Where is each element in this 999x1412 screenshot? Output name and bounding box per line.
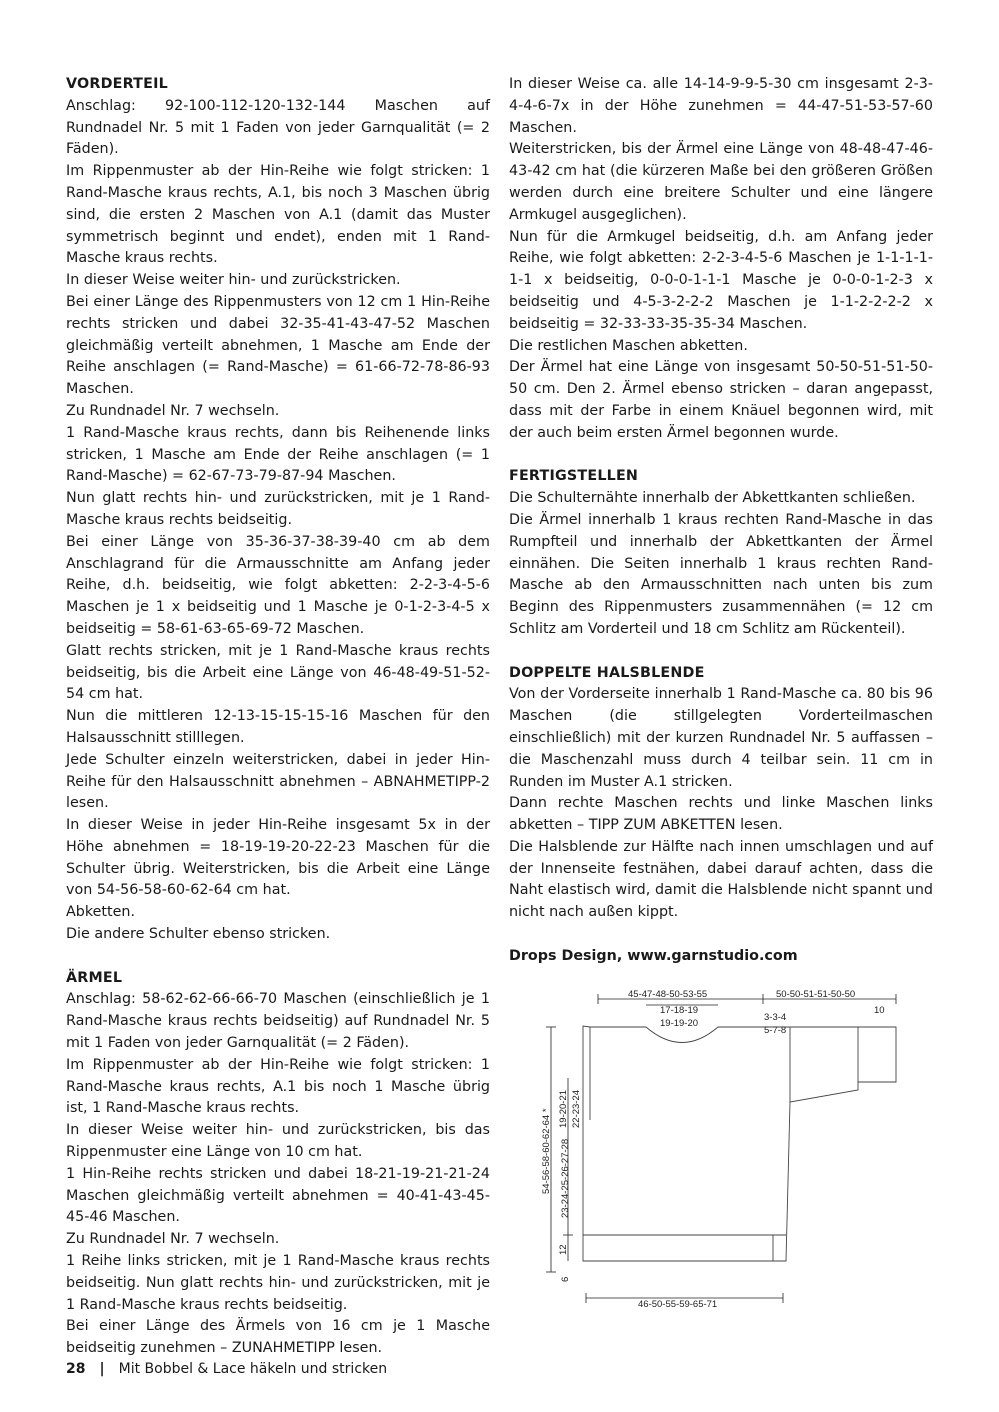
- paragraph: Die Halsblende zur Hälfte nach innen umschlagen und auf der Innenseite festnähen, dabei darauf achten, dass die Naht elastisch wird, damit die Halsblende nicht spannt und nicht nach außen kippt.: [509, 838, 933, 921]
- label-cap-b: 5-7-8: [764, 1025, 787, 1036]
- section-heading-fertigstellen: FERTIGSTELLEN: [509, 468, 639, 485]
- paragraph: Bei einer Länge des Ärmels von 16 cm je 1 Masche beidseitig zunehmen – ZUNAHMETIPP lesen.: [66, 1318, 490, 1357]
- paragraph: Zu Rundnadel Nr. 7 wechseln.: [66, 402, 280, 419]
- paragraph: 1 Hin-Reihe rechts stricken und dabei 18-21-19-21-21-24 Maschen gleichmäßig verteilt abnehmen = 40-41-43-45-45-46 Maschen.: [66, 1165, 490, 1226]
- label-shoulder-b: 19-19-20: [660, 1018, 699, 1029]
- label-neck-b: 22-23-24: [571, 1089, 582, 1128]
- paragraph: Von der Vorderseite innerhalb 1 Rand-Masche ca. 80 bis 96 Maschen (die stillgelegten Vorderteilmaschen einschließlich) mit der kurzen Rundnadel Nr. 5 auffassen – die Maschenzahl muss durch 4 teilbar sein. 11 cm in Runden im Muster A.1 stricken.: [509, 686, 933, 790]
- paragraph: Im Rippenmuster ab der Hin-Reihe wie folgt stricken: 1 Rand-Masche kraus rechts, A.1 bis noch 1 Masche übrig ist, 1 Rand-Masche kraus rechts.: [66, 1056, 490, 1117]
- paragraph: In dieser Weise weiter hin- und zurückstricken, bis das Rippenmuster eine Länge von 10 cm hat.: [66, 1122, 490, 1161]
- paragraph: Bei einer Länge des Rippenmusters von 12 cm 1 Hin-Reihe rechts stricken und dabei 32-35-41-43-47-52 Maschen gleichmäßig verteilt abnehmen, 1 Masche am Ende der Reihe anschlagen (= Rand-Masche) = 61-66-72-78-86-93 Maschen.: [66, 293, 490, 398]
- label-body-length: 23-24-25-26-27-28: [560, 1138, 571, 1218]
- page-number: 28: [66, 1361, 86, 1377]
- label-neck-a: 19-20-21: [558, 1089, 569, 1128]
- paragraph: Dann rechte Maschen rechts und linke Maschen links abketten – TIPP ZUM ABKETTEN lesen.: [509, 795, 933, 834]
- label-bottom-width: 46-50-55-59-65-71: [638, 1299, 718, 1310]
- section-gap: [509, 445, 933, 467]
- label-cap-a: 3-3-4: [764, 1012, 787, 1023]
- paragraph: Nun für die Armkugel beidseitig, d.h. am Anfang jeder Reihe, wie folgt abketten: 2-2-3-4-5-6 Maschen je 1-1-1-1-1-1 x beidseitig, 0-0-0-1-1-1 Masche je 0-0-0-1-2-3 x beidseitig und 4-5-3-2-2-2 Maschen je 1-1-2-2-2-2 x beidseitig = 32-33-33-35-35-34 Maschen.: [509, 228, 933, 332]
- paragraph: Nun glatt rechts hin- und zurückstricken, mit je 1 Rand-Masche kraus rechts beidseitig.: [66, 490, 490, 528]
- label-cuff: 10: [874, 1005, 885, 1016]
- label-top-width: 45-47-48-50-53-55: [628, 989, 708, 1000]
- section-heading-halsblende: DOPPELTE HALSBLENDE: [509, 664, 705, 681]
- paragraph: Die andere Schulter ebenso stricken.: [66, 926, 331, 943]
- page-footer: [66, 1361, 387, 1377]
- label-rib-a: 12: [558, 1244, 569, 1255]
- section-gap: [66, 946, 490, 968]
- label-total-length: 54-56-58-60-62-64 *: [541, 1108, 552, 1194]
- paragraph: Im Rippenmuster ab der Hin-Reihe wie folgt stricken: 1 Rand-Masche kraus rechts, A.1, bis noch 3 Maschen übrig sind, die ersten 2 Maschen von A.1 (damit das Muster symmetrisch beginnt und endet), enden mit 1 Rand-Masche kraus rechts.: [66, 163, 490, 267]
- paragraph: Abketten.: [66, 904, 136, 921]
- paragraph: Anschlag: 58-62-62-66-66-70 Maschen (einschließlich je 1 Rand-Masche kraus rechts beidseitig) auf Rundnadel Nr. 5 mit 1 Faden von jeder Garnqualität (= 2 Fäden).: [66, 991, 490, 1052]
- design-credit: Drops Design, www.garnstudio.com: [509, 947, 798, 964]
- paragraph: Die Schulternähte innerhalb der Abkettkanten schließen.: [509, 490, 916, 507]
- sweater-outline: [583, 1026, 896, 1261]
- paragraph: Nun die mittleren 12-13-15-15-15-16 Maschen für den Halsausschnitt stilllegen.: [66, 708, 490, 746]
- label-shoulder-a: 17-18-19: [660, 1005, 699, 1016]
- paragraph: Die Ärmel innerhalb 1 kraus rechten Rand-Masche in das Rumpfteil und innerhalb der Abkettkanten der Ärmel einnähen. Die Seiten innerhalb 1 kraus rechten Rand-Masche ab den Armausschnitten nach unten bis zum Beginn des Rippenmusters zusammennähen (= 12 cm Schlitz am Vorderteil und 18 cm Schlitz am Rückenteil).: [509, 511, 933, 637]
- section-heading-aermel: ÄRMEL: [66, 969, 123, 986]
- paragraph: In dieser Weise ca. alle 14-14-9-9-5-30 cm insgesamt 2-3-4-4-6-7x in der Höhe zunehmen = 44-47-51-53-57-60 Maschen.: [509, 76, 933, 136]
- book-title: Mit Bobbel & Lace häkeln und stricken: [118, 1361, 388, 1377]
- paragraph: Jede Schulter einzeln weiterstricken, dabei in jeder Hin-Reihe für den Halsausschnitt abnehmen – ABNAHMETIPP-2 lesen.: [66, 751, 490, 812]
- label-sleeve-length: 50-50-51-51-50-50: [776, 989, 856, 1000]
- paragraph: 1 Reihe links stricken, mit je 1 Rand-Masche kraus rechts beidseitig. Nun glatt rechts hin- und zurückstricken, mit je 1 Rand-Masche kraus rechts beidseitig.: [66, 1253, 490, 1313]
- section-gap: [509, 924, 933, 946]
- paragraph: Die restlichen Maschen abketten.: [509, 337, 748, 354]
- paragraph: Glatt rechts stricken, mit je 1 Rand-Masche kraus rechts beidseitig, bis die Arbeit eine Länge von 46-48-49-51-52-54 cm hat.: [66, 642, 490, 703]
- paragraph: Bei einer Länge von 35-36-37-38-39-40 cm ab dem Anschlagrand für die Armausschnitte am Anfang jeder Reihe, d.h. beidseitig, wie folgt abketten: 2-2-3-4-5-6 Maschen je 1 x beidseitig und 1 Masche je 0-1-2-3-4-5 x beidseitig = 58-61-63-65-69-72 Maschen.: [66, 533, 490, 637]
- paragraph: Zu Rundnadel Nr. 7 wechseln.: [66, 1231, 280, 1248]
- section-heading-vorderteil: VORDERTEIL: [66, 76, 168, 92]
- left-column: [66, 74, 490, 1360]
- measurement-diagram: [528, 980, 948, 1320]
- paragraph: Anschlag: 92-100-112-120-132-144 Maschen auf Rundnadel Nr. 5 mit 1 Faden von jeder Garnqualität (= 2 Fäden).: [66, 97, 490, 158]
- right-column: [509, 74, 933, 968]
- footer-separator: |: [99, 1361, 105, 1377]
- paragraph: Der Ärmel hat eine Länge von insgesamt 50-50-51-51-50-50 cm. Den 2. Ärmel ebenso stricken – daran angepasst, dass mit der Farbe in einem Knäuel begonnen wird, mit der auch beim ersten Ärmel begonnen wurde.: [509, 359, 933, 441]
- label-rib-b: 6: [560, 1276, 571, 1282]
- paragraph: In dieser Weise weiter hin- und zurückstricken.: [66, 272, 401, 289]
- paragraph: 1 Rand-Masche kraus rechts, dann bis Reihenende links stricken, 1 Masche am Ende der Reihe anschlagen (= 1 Rand-Masche) = 62-67-73-79-87-94 Maschen.: [66, 424, 490, 485]
- paragraph: In dieser Weise in jeder Hin-Reihe insgesamt 5x in der Höhe abnehmen = 18-19-19-20-22-23 Maschen für die Schulter übrig. Weiterstricken, bis die Arbeit eine Länge von 54-56-58-60-62-64 cm hat.: [66, 817, 490, 899]
- section-gap: [509, 641, 933, 663]
- paragraph: Weiterstricken, bis der Ärmel eine Länge von 48-48-47-46-43-42 cm hat (die kürzeren Maße bei den größeren Größen werden durch eine breitere Schulter und eine längere Armkugel ausgeglichen).: [509, 141, 933, 223]
